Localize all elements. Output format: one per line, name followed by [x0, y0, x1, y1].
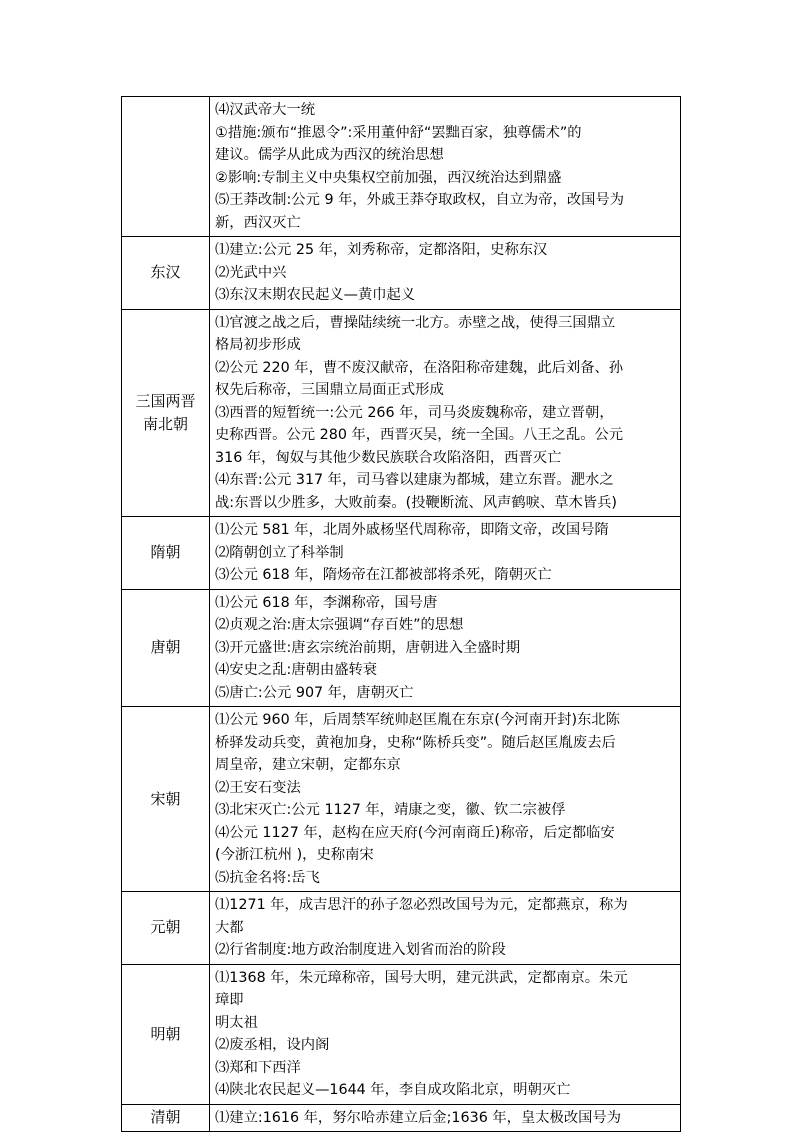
event-line: 璋即	[215, 992, 244, 1008]
event-line: ⑵贞观之治:唐太宗强调“存百姓”的思想	[215, 617, 464, 633]
dynasty-name: 宋朝	[150, 789, 181, 808]
event-line: ⑸抗金名将:岳飞	[215, 869, 320, 886]
event-line: 周皇帝，建立宋朝，定都东京	[215, 757, 401, 773]
event-line: ⑷陕北农民起义—1644 年，李自成攻陷北京，明朝灭亡	[215, 1082, 571, 1098]
dynasty-events-cell	[210, 517, 681, 590]
event-line: 大都	[215, 919, 244, 936]
dynasty-name: 隋朝	[150, 543, 181, 562]
dynasty-events-cell	[210, 97, 681, 237]
event-line: 316 年，匈奴与其他少数民族联合攻陷洛阳，西晋灭亡	[215, 449, 562, 466]
event-line: 史称西晋。公元 280 年，西晋灭吴，统一全国。八王之乱。公元	[215, 427, 624, 443]
event-line: ⑶开元盛世:唐玄宗统治前期，唐朝进入全盛时期	[215, 639, 521, 656]
dynasty-name-cell	[122, 237, 210, 310]
dynasty-name-cell	[122, 1104, 210, 1132]
history-table-page	[121, 96, 680, 1132]
dynasty-events-cell	[210, 892, 681, 965]
event-line: ⑴官渡之战之后，曹操陆续统一北方。赤壁之战，使得三国鼎立	[215, 314, 616, 331]
dynasty-events-cell	[210, 309, 681, 517]
dynasty-name: 三国两晋	[135, 391, 196, 410]
dynasty-row	[122, 1104, 681, 1132]
event-line: 战:东晋以少胜多，大败前秦。(投鞭断流、风声鹤唳、草木皆兵)	[215, 494, 617, 511]
event-line: ⑶北宋灭亡:公元 1127 年，靖康之变，徽、钦二宗被俘	[215, 802, 566, 818]
dynasty-name: 明朝	[150, 1024, 181, 1043]
event-line: ①措施:颁布“推恩令”:采用董仲舒“罢黜百家，独尊儒术”的	[215, 124, 582, 141]
event-line: 桥驿发动兵变，黄袍加身，史称“陈桥兵变”。随后赵匡胤废去后	[215, 734, 616, 751]
event-line: ⑵光武中兴	[215, 264, 287, 281]
event-line: ⑴建立:1616 年，努尔哈赤建立后金;1636 年，皇太极改国号为	[215, 1109, 622, 1126]
event-line: ⑴建立:公元 25 年，刘秀称帝，定都洛阳，史称东汉	[215, 242, 548, 258]
event-line: ⑷公元 1127 年，赵构在应天府(今河南商丘)称帝，后定都临安	[215, 824, 615, 841]
event-line: ⑷汉武帝大一统	[215, 102, 316, 118]
event-line: ⑶郑和下西洋	[215, 1059, 301, 1076]
dynasty-row	[122, 517, 681, 590]
event-line: ⑸王莽改制:公元 9 年，外戚王莽夺取政权，自立为帝，改国号为	[215, 192, 625, 208]
event-line: ⑷安史之乱:唐朝由盛转衰	[215, 662, 378, 678]
dynasty-table	[121, 96, 681, 1132]
dynasty-events-cell	[210, 589, 681, 707]
dynasty-name: 南北朝	[142, 414, 188, 433]
dynasty-events-cell	[210, 707, 681, 892]
event-line: ②影响:专制主义中央集权空前加强，西汉统治达到鼎盛	[215, 169, 562, 186]
event-line: ⑶西晋的短暂统一:公元 266 年，司马炎废魏称帝，建立晋朝，	[215, 404, 614, 421]
event-line: ⑴公元 960 年，后周禁军统帅赵匡胤在东京(今河南开封)东北陈	[215, 712, 620, 728]
dynasty-row	[122, 707, 681, 892]
event-line: 权先后称帝，三国鼎立局面正式形成	[215, 382, 444, 398]
event-line: 格局初步形成	[215, 337, 301, 353]
event-line: ⑴1368 年，朱元璋称帝，国号大明，建元洪武，定都南京。朱元	[215, 969, 628, 986]
event-line: 新，西汉灭亡	[215, 214, 301, 231]
dynasty-row	[122, 237, 681, 310]
dynasty-row	[122, 589, 681, 707]
event-line: (今浙江杭州 )，史称南宋	[215, 847, 374, 863]
event-line: ⑵废丞相，设内阁	[215, 1037, 330, 1053]
dynasty-name-cell	[122, 309, 210, 517]
dynasty-name: 清朝	[150, 1108, 181, 1127]
dynasty-events-cell	[210, 964, 681, 1104]
dynasty-name: 唐朝	[150, 638, 181, 657]
event-line: ⑴公元 581 年，北周外戚杨坚代周称帝，即隋文帝，改国号隋	[215, 522, 609, 538]
dynasty-name-cell	[122, 707, 210, 892]
event-line: ⑷东晋:公元 317 年，司马睿以建康为都城，建立东晋。淝水之	[215, 472, 614, 488]
dynasty-events-cell	[210, 1104, 681, 1132]
dynasty-name-cell	[122, 517, 210, 590]
event-line: ⑴1271 年，成吉思汗的孙子忽必烈改国号为元，定都燕京，称为	[215, 897, 628, 913]
event-line: ⑵隋朝创立了科举制	[215, 544, 344, 561]
dynasty-name-cell	[122, 892, 210, 965]
dynasty-events-cell	[210, 237, 681, 310]
dynasty-name: 元朝	[150, 918, 181, 937]
dynasty-name-cell	[122, 964, 210, 1104]
dynasty-name-cell	[122, 97, 210, 237]
dynasty-row	[122, 964, 681, 1104]
dynasty-row	[122, 892, 681, 965]
event-line: ⑵王安石变法	[215, 779, 301, 796]
dynasty-row	[122, 97, 681, 237]
event-line: ⑵公元 220 年，曹不废汉献帝，在洛阳称帝建魏，此后刘备、孙	[215, 359, 624, 376]
dynasty-name-cell	[122, 589, 210, 707]
dynasty-name: 东汉	[150, 263, 181, 282]
event-line: 建议。儒学从此成为西汉的统治思想	[215, 147, 444, 163]
event-line: ⑶东汉末期农民起义—黄巾起义	[215, 287, 416, 303]
event-line: ⑶公元 618 年，隋炀帝在江都被部将杀死，隋朝灭亡	[215, 567, 552, 583]
dynasty-table-body	[122, 97, 681, 1132]
dynasty-row	[122, 309, 681, 517]
event-line: ⑵行省制度:地方政治制度进入划省而治的阶段	[215, 942, 506, 958]
event-line: 明太祖	[215, 1014, 258, 1031]
event-line: ⑸唐亡:公元 907 年，唐朝灭亡	[215, 684, 414, 701]
event-line: ⑴公元 618 年，李渊称帝，国号唐	[215, 594, 438, 611]
